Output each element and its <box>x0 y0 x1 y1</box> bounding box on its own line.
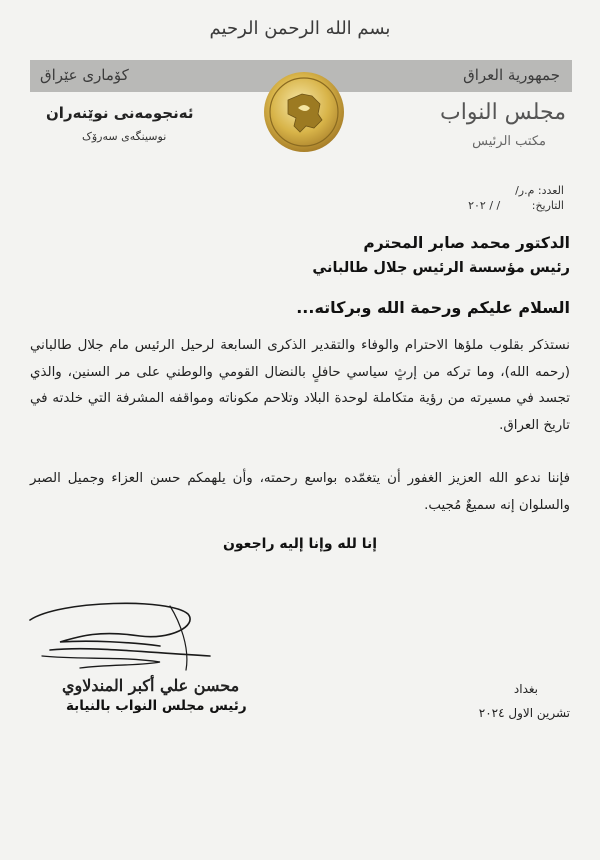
kurdish-council-title: ئەنجومەنی نوێنەران <box>46 104 194 122</box>
basmala: بسم الله الرحمن الرحيم <box>209 18 391 39</box>
issue-place: بغداد <box>513 682 538 696</box>
paragraph-1: نستذكر بقلوب ملؤها الاحترام والوفاء والتقدير الذكرى السابعة لرحيل الرئيس مام جلال طالباني (رحمه الله)، وما تركه من إرثٍ سياسي حافلٍ بالنضال القومي والوطني على مر السنين، والذي تجسد في مسيرته من رؤية متكاملة لوحدة البلاد وتلاحم مكوناته ومواقفه المشرفة التي خلدته في تاريخ العراق. <box>30 338 570 433</box>
addressee-name: الدكتور محمد صابر المحترم <box>363 234 570 252</box>
closing-phrase: إنا لله وإنا إليه راجعون <box>222 536 378 552</box>
kurdish-republic-label: كۆماری عێراق <box>40 66 129 84</box>
greeting: السلام عليكم ورحمة الله وبركاته... <box>296 298 570 317</box>
addressee-title: رئيس مؤسسة الرئيس جلال طالباني <box>312 260 570 276</box>
signer-title: رئيس مجلس النواب بالنيابة <box>66 698 247 714</box>
paragraph-2: فإننا ندعو الله العزيز الغفور أن يتغمّده بواسع رحمته، وأن يلهمكم حسن العزاء وجميل الصبر والسلوان إنه سميعٌ مُجيب. <box>30 471 570 513</box>
reference-date-label: التاريخ: <box>531 199 564 212</box>
iraq-emblem-icon <box>262 68 346 156</box>
arabic-council-title: مجلس النواب <box>440 100 566 125</box>
signer-name: محسن علي أكبر المندلاوي <box>62 676 240 695</box>
reference-number: العدد: م.ر/ <box>515 184 564 197</box>
arabic-office-label: مكتب الرئيس <box>472 134 546 149</box>
kurdish-office-label: نوسینگەی سەرۆک <box>82 130 167 143</box>
issue-date: تشرين الاول ٢٠٢٤ <box>478 706 570 720</box>
arabic-republic-label: جمهورية العراق <box>463 66 560 84</box>
reference-date <box>468 199 564 212</box>
reference-date-value: / / ٢٠٢ <box>468 199 501 212</box>
